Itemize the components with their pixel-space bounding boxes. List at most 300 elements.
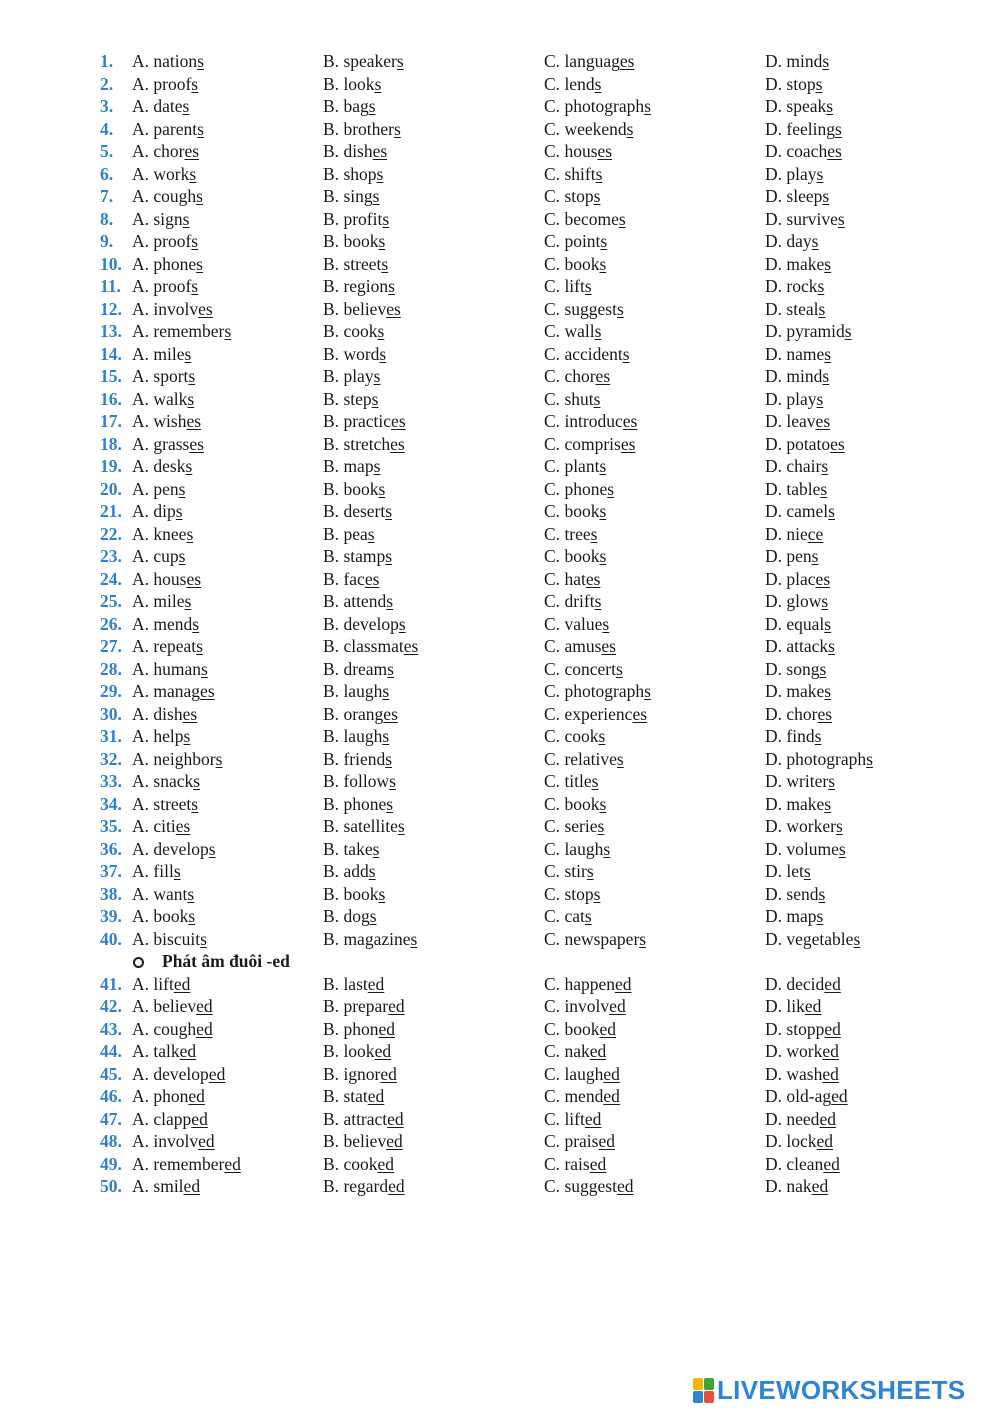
question-number: 29. — [100, 681, 122, 701]
underlined-ending: es — [175, 816, 191, 836]
logo-square-red — [704, 1391, 714, 1403]
option-letter: C. — [544, 748, 565, 769]
underlined-ending: es — [622, 411, 638, 431]
underlined-ending: s — [853, 928, 861, 949]
option-b — [323, 613, 406, 636]
question-row — [0, 1153, 1000, 1176]
option-letter: C. — [544, 1086, 565, 1106]
underlined-ending: es — [619, 51, 635, 71]
option-letter: A. — [132, 973, 154, 994]
question-number: 40. — [100, 928, 122, 949]
option-letter: A. — [132, 636, 154, 656]
word-stem: book — [564, 546, 600, 566]
option-letter: D. — [765, 1108, 787, 1129]
word-stem: need — [786, 1108, 820, 1129]
word-stem: repeat — [153, 636, 197, 656]
word-stem: camel — [786, 501, 829, 521]
underlined-ending: ed — [380, 1063, 397, 1084]
word-stem: phone — [564, 478, 608, 499]
word-stem: profit — [343, 208, 383, 229]
option-d — [765, 253, 831, 276]
option-a — [132, 433, 204, 456]
option-b — [323, 140, 387, 163]
underlined-ending: s — [820, 478, 828, 499]
option-a — [132, 163, 196, 186]
word-stem: phone — [153, 253, 197, 274]
underlined-ending: s — [639, 928, 647, 949]
word-stem: pea — [343, 523, 368, 544]
option-a — [132, 995, 213, 1018]
question-number: 25. — [100, 591, 122, 611]
option-c — [544, 793, 606, 816]
question-number: 36. — [100, 838, 122, 859]
option-c — [544, 163, 602, 186]
word-stem: photograph — [564, 681, 645, 701]
underlined-ending: s — [586, 861, 594, 881]
underlined-ending: ed — [598, 1131, 615, 1151]
underlined-ending: s — [187, 883, 195, 904]
option-d — [765, 1040, 839, 1063]
word-stem: develop — [153, 1063, 209, 1084]
option-a — [132, 388, 194, 411]
underlined-ending: s — [821, 456, 829, 476]
option-letter: C. — [544, 568, 565, 589]
option-b — [323, 163, 383, 186]
option-letter: A. — [132, 366, 154, 386]
word-stem: lift — [564, 276, 585, 296]
word-stem: decid — [786, 973, 825, 994]
underlined-ending: s — [822, 51, 830, 71]
question-row — [0, 365, 1000, 388]
option-d — [765, 298, 825, 321]
underlined-ending: ed — [816, 1131, 834, 1151]
underlined-ending: ed — [824, 1018, 841, 1039]
option-d — [765, 1175, 828, 1198]
underlined-ending: s — [186, 523, 194, 544]
question-row — [0, 433, 1000, 456]
option-letter: A. — [132, 118, 154, 139]
word-stem: word — [343, 343, 380, 364]
option-letter: C. — [544, 658, 565, 679]
word-stem: fac — [343, 568, 365, 589]
option-letter: A. — [132, 208, 154, 229]
word-stem: satellite — [343, 816, 398, 836]
option-b — [323, 433, 405, 456]
underlined-ending: s — [597, 816, 605, 836]
word-stem: play — [343, 366, 374, 386]
word-stem: accident — [564, 343, 623, 364]
question-number: 2. — [100, 73, 114, 94]
option-letter: C. — [544, 838, 565, 859]
option-b — [323, 1108, 404, 1131]
underlined-ending: s — [382, 681, 390, 701]
option-letter: D. — [765, 366, 787, 386]
option-a — [132, 320, 231, 343]
underlined-ending: s — [224, 321, 232, 341]
option-c — [544, 1175, 633, 1198]
question-number: 5. — [100, 141, 114, 161]
option-d — [765, 1130, 833, 1153]
underlined-ending: s — [811, 231, 819, 251]
word-stem: help — [153, 726, 184, 746]
word-stem: add — [343, 861, 369, 881]
underlined-ending: es — [364, 568, 380, 589]
option-a — [132, 455, 192, 478]
underlined-ending: es — [184, 141, 200, 161]
option-c — [544, 1130, 615, 1153]
option-letter: D. — [765, 748, 787, 769]
question-number: 14. — [100, 343, 122, 364]
option-letter: C. — [544, 456, 565, 476]
underlined-ending: s — [201, 658, 208, 679]
option-a — [132, 500, 183, 523]
option-d — [765, 455, 828, 478]
underlined-ending: s — [385, 501, 393, 521]
option-letter: B. — [323, 411, 344, 431]
option-a — [132, 230, 198, 253]
underlined-ending: ed — [196, 996, 213, 1016]
underlined-ending: ed — [198, 1131, 215, 1151]
option-a — [132, 1040, 196, 1063]
underlined-ending: s — [389, 771, 396, 791]
underlined-ending: s — [599, 501, 607, 521]
option-c — [544, 523, 597, 546]
question-number: 20. — [100, 478, 122, 499]
question-row — [0, 838, 1000, 861]
option-letter: B. — [323, 501, 344, 521]
word-stem: clean — [786, 1153, 824, 1174]
option-a — [132, 95, 189, 118]
option-b — [323, 590, 393, 613]
option-letter: C. — [544, 613, 565, 634]
option-d — [765, 748, 873, 771]
underlined-ending: s — [602, 613, 610, 634]
question-row — [0, 568, 1000, 591]
word-stem: proof — [153, 276, 192, 296]
underlined-ending: s — [373, 456, 381, 476]
option-d — [765, 343, 831, 366]
option-letter: C. — [544, 883, 565, 904]
option-letter: C. — [544, 51, 565, 71]
question-row — [0, 298, 1000, 321]
word-stem: involv — [153, 298, 199, 319]
option-letter: C. — [544, 208, 565, 229]
underlined-ending: s — [189, 163, 197, 184]
underlined-ending: s — [816, 163, 824, 184]
underlined-ending: s — [593, 883, 601, 904]
word-stem: street — [153, 793, 192, 814]
question-row — [0, 388, 1000, 411]
underlined-ending: s — [593, 186, 601, 206]
underlined-ending: s — [188, 906, 196, 926]
option-letter: C. — [544, 163, 565, 184]
underlined-ending: s — [835, 816, 843, 836]
underlined-ending: s — [598, 726, 606, 746]
underlined-ending: s — [822, 366, 830, 386]
word-stem: mile — [153, 343, 185, 364]
underlined-ending: s — [837, 208, 845, 229]
section-heading — [0, 950, 1000, 973]
option-letter: C. — [544, 1063, 565, 1084]
word-stem: amus — [564, 636, 602, 656]
option-letter: D. — [765, 411, 787, 431]
option-b — [323, 73, 381, 96]
underlined-ending: s — [819, 658, 827, 679]
option-c — [544, 973, 632, 996]
word-stem: name — [786, 343, 825, 364]
word-stem: languag — [564, 51, 620, 71]
word-stem: mend — [153, 613, 193, 634]
word-stem: wish — [153, 411, 187, 431]
option-letter: D. — [765, 208, 787, 229]
question-row — [0, 320, 1000, 343]
option-a — [132, 253, 203, 276]
option-c — [544, 928, 646, 951]
question-number: 44. — [100, 1041, 122, 1061]
option-a — [132, 545, 185, 568]
question-number: 34. — [100, 793, 122, 814]
word-stem: ignor — [343, 1063, 381, 1084]
option-a — [132, 410, 201, 433]
word-stem: potato — [786, 433, 831, 454]
question-row — [0, 545, 1000, 568]
underlined-ending: s — [818, 298, 826, 319]
option-letter: A. — [132, 1041, 154, 1061]
option-b — [323, 883, 385, 906]
brand-name: LIVEWORKSHEETS — [717, 1374, 966, 1405]
underlined-ending: ed — [196, 1018, 213, 1039]
question-number: 39. — [100, 906, 122, 926]
option-a — [132, 1130, 215, 1153]
option-d — [765, 388, 823, 411]
liveworksheets-logo[interactable] — [693, 1375, 965, 1405]
word-stem: citi — [153, 816, 176, 836]
word-stem: make — [786, 681, 825, 701]
option-letter: C. — [544, 996, 565, 1016]
underlined-ending: es — [386, 298, 401, 319]
underlined-ending: s — [385, 748, 393, 769]
question-number: 30. — [100, 703, 122, 724]
word-stem: mend — [564, 1086, 604, 1106]
option-letter: B. — [323, 343, 344, 364]
question-row — [0, 1040, 1000, 1063]
word-stem: book — [564, 793, 600, 814]
word-stem: laugh — [343, 681, 383, 701]
question-row — [0, 680, 1000, 703]
underlined-ending: s — [410, 928, 418, 949]
option-c — [544, 433, 635, 456]
question-number: 7. — [100, 186, 114, 206]
option-letter: B. — [323, 456, 344, 476]
option-c — [544, 410, 637, 433]
word-stem: dream — [343, 658, 388, 679]
question-number: 41. — [100, 973, 122, 994]
option-letter: B. — [323, 906, 344, 926]
question-number: 6. — [100, 163, 114, 184]
underlined-ending: s — [818, 883, 826, 904]
underlined-ending: ed — [188, 1086, 205, 1106]
underlined-ending: s — [182, 208, 190, 229]
option-c — [544, 860, 594, 883]
option-b — [323, 748, 392, 771]
word-stem: laugh — [343, 726, 383, 746]
question-row — [0, 635, 1000, 658]
word-stem: street — [343, 253, 382, 274]
underlined-ending: ed — [374, 1041, 392, 1061]
word-stem: cup — [153, 546, 179, 566]
word-stem: laugh — [564, 1063, 604, 1084]
word-stem: bag — [343, 96, 369, 116]
question-number: 37. — [100, 861, 122, 881]
option-d — [765, 703, 832, 726]
word-stem: map — [786, 906, 817, 926]
word-stem: clapp — [153, 1108, 192, 1129]
option-letter: C. — [544, 366, 565, 386]
option-d — [765, 500, 835, 523]
option-d — [765, 658, 826, 681]
option-c — [544, 838, 610, 861]
underlined-ending: ed — [616, 1176, 634, 1196]
word-stem: volume — [786, 838, 839, 859]
underlined-ending: s — [381, 253, 389, 274]
option-d — [765, 725, 821, 748]
word-stem: prais — [564, 1131, 599, 1151]
option-letter: D. — [765, 996, 787, 1016]
option-letter: B. — [323, 681, 344, 701]
word-stem: prepar — [343, 996, 389, 1016]
option-letter: B. — [323, 703, 344, 724]
option-letter: A. — [132, 613, 154, 634]
option-letter: B. — [323, 591, 344, 611]
question-number: 27. — [100, 636, 122, 656]
option-letter: A. — [132, 883, 154, 904]
option-c — [544, 208, 626, 231]
option-letter: A. — [132, 96, 154, 116]
option-a — [132, 613, 199, 636]
word-stem: mile — [153, 591, 185, 611]
word-stem: friend — [343, 748, 386, 769]
question-number: 48. — [100, 1131, 122, 1151]
option-letter: A. — [132, 1063, 154, 1084]
word-stem: survive — [786, 208, 838, 229]
underlined-ending: s — [376, 163, 384, 184]
option-letter: B. — [323, 73, 344, 94]
word-stem: experienc — [564, 703, 633, 724]
question-number: 45. — [100, 1063, 122, 1084]
option-d — [765, 523, 823, 546]
word-stem: hous — [564, 141, 598, 161]
word-stem: book — [153, 906, 189, 926]
word-stem: stir — [564, 861, 587, 881]
word-stem: cook — [343, 321, 378, 341]
question-number: 10. — [100, 253, 122, 274]
option-c — [544, 298, 624, 321]
word-stem: coach — [786, 141, 828, 161]
option-letter: D. — [765, 141, 787, 161]
underlined-ending: s — [824, 613, 832, 634]
word-stem: stamp — [343, 546, 386, 566]
word-stem: cough — [153, 1018, 197, 1039]
underlined-ending: ed — [173, 973, 191, 994]
question-number: 1. — [100, 51, 114, 71]
option-letter: B. — [323, 861, 344, 881]
option-letter: B. — [323, 51, 344, 71]
word-stem: stopp — [786, 1018, 825, 1039]
underlined-ending: es — [372, 141, 388, 161]
option-letter: B. — [323, 1063, 344, 1084]
option-letter: A. — [132, 163, 154, 184]
option-letter: C. — [544, 73, 565, 94]
option-letter: A. — [132, 658, 154, 679]
word-stem: happen — [564, 973, 615, 994]
underlined-ending: s — [593, 388, 601, 409]
underlined-ending: s — [590, 523, 598, 544]
word-stem: sport — [153, 366, 189, 386]
underlined-ending: s — [817, 276, 825, 296]
underlined-ending: s — [197, 51, 204, 71]
option-letter: D. — [765, 861, 787, 881]
option-letter: A. — [132, 996, 154, 1016]
word-stem: book — [564, 1018, 600, 1039]
option-a — [132, 770, 200, 793]
underlined-ending: ed — [824, 973, 841, 994]
word-stem: speak — [786, 96, 827, 116]
underlined-ending: es — [391, 411, 406, 431]
option-letter: C. — [544, 186, 565, 206]
question-number: 31. — [100, 726, 122, 746]
underlined-ending: es — [585, 568, 601, 589]
underlined-ending: ed — [377, 1153, 394, 1174]
word-stem: plant — [564, 456, 600, 476]
option-letter: B. — [323, 1041, 344, 1061]
option-c — [544, 1085, 620, 1108]
question-row — [0, 275, 1000, 298]
word-stem: manag — [153, 681, 201, 701]
word-stem: grass — [153, 433, 190, 454]
option-a — [132, 140, 199, 163]
word-stem: work — [153, 163, 190, 184]
word-stem: believ — [343, 298, 387, 319]
underlined-ending: s — [824, 681, 832, 701]
underlined-ending: s — [824, 793, 832, 814]
word-stem: song — [786, 658, 820, 679]
underlined-ending: ed — [831, 1086, 848, 1106]
option-c — [544, 635, 616, 658]
option-letter: C. — [544, 973, 565, 994]
option-letter: A. — [132, 276, 154, 296]
option-d — [765, 613, 831, 636]
option-c — [544, 725, 605, 748]
option-b — [323, 500, 392, 523]
option-letter: D. — [765, 568, 787, 589]
option-letter: A. — [132, 568, 154, 589]
word-stem: book — [343, 883, 379, 904]
option-c — [544, 95, 651, 118]
question-number: 18. — [100, 433, 122, 454]
word-stem: pyramid — [786, 321, 845, 341]
word-stem: mind — [786, 51, 823, 71]
option-letter: D. — [765, 478, 787, 499]
underlined-ending: ed — [584, 1108, 602, 1129]
option-letter: D. — [765, 726, 787, 746]
word-stem: proof — [153, 231, 192, 251]
word-stem: attend — [343, 591, 387, 611]
option-letter: C. — [544, 501, 565, 521]
word-stem: feeling — [786, 118, 835, 139]
underlined-ending: s — [594, 321, 602, 341]
underlined-ending: es — [200, 681, 215, 701]
option-a — [132, 73, 198, 96]
